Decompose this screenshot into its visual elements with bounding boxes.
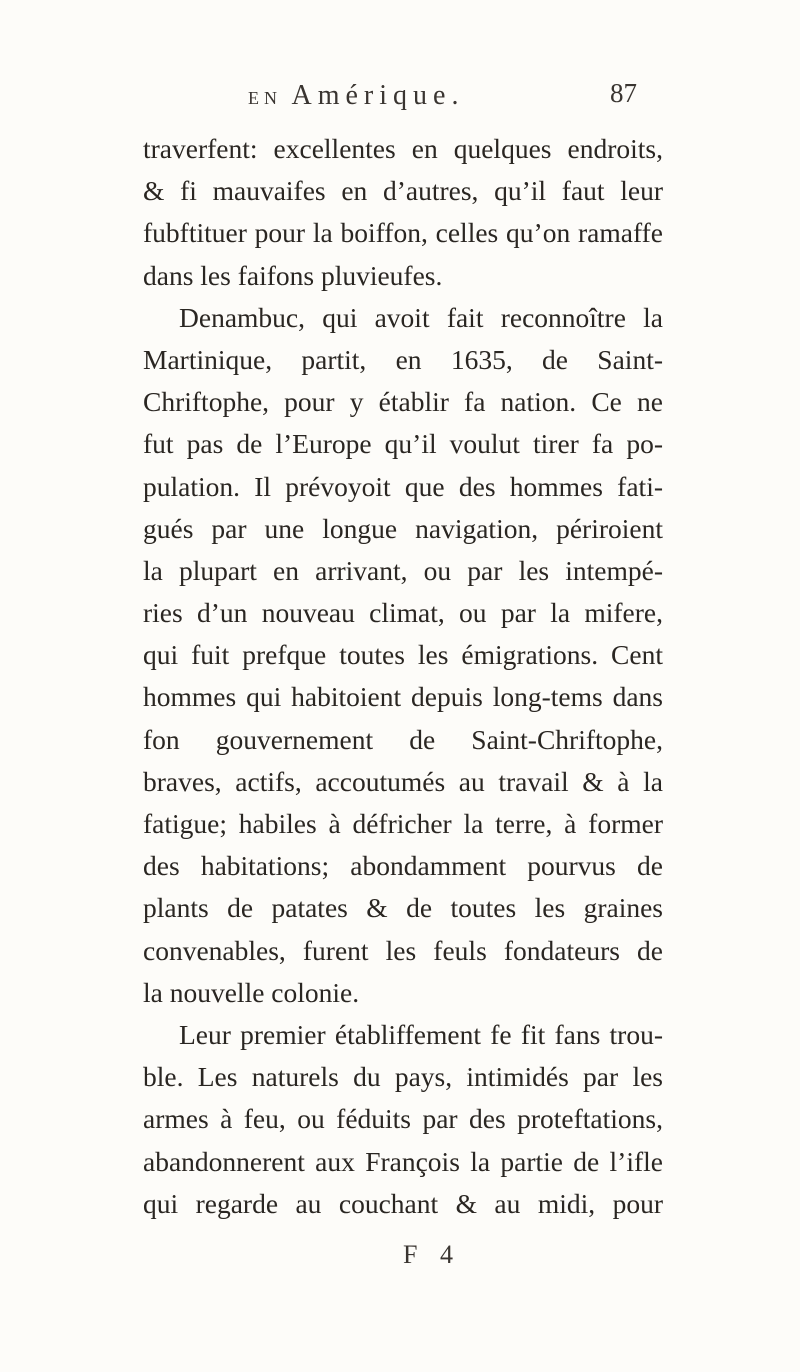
running-head-prefix: EN (248, 88, 292, 108)
text-line: plants de patates & de toutes les graines (143, 892, 663, 924)
text-line: ries d’un nouveau climat, ou par la mifere, (143, 597, 663, 629)
text-line: ble. Les naturels du pays, intimidés par les (143, 1061, 663, 1093)
signature-mark: F 4 (403, 1240, 461, 1269)
text-line: abandonnerent aux François la partie de l’ifle (143, 1145, 663, 1177)
text-line: la plupart en arrivant, ou par les intempé- (143, 554, 663, 586)
text-line: fatigue; habiles à défricher la terre, à former (143, 808, 663, 839)
text-line: braves, actifs, accoutumés au travail & à la (143, 765, 663, 797)
text-line: pulation. Il prévoyoit que des hommes fati- (143, 470, 663, 502)
text-line: convenables, furent les feuls fondateurs de (143, 934, 663, 966)
text-line: qui regarde au couchant & au midi, pour (143, 1187, 663, 1219)
text-line: fut pas de l’Europe qu’il voulut tirer fa po- (143, 428, 663, 460)
text-line: gués par une longue navigation, périroient (143, 512, 663, 544)
text-line: Leur premier établiffement fe fit fans trou- (179, 1018, 663, 1050)
text-line: traverfent: excellentes en quelques endroits, (143, 133, 663, 164)
text-line: Denambuc, qui avoit fait reconnoître la (179, 301, 663, 333)
text-line: la nouvelle colonie. (143, 976, 360, 1008)
text-line: hommes qui habitoient depuis long-tems dans (143, 681, 663, 713)
body-text (143, 128, 663, 1225)
text-line: fubftituer pour la boiffon, celles qu’on ramaffe (143, 217, 663, 249)
running-head (248, 80, 578, 112)
text-line: qui fuit prefque toutes les émigrations. Cent (143, 639, 663, 671)
text-line: fon gouvernement de Saint-Chriftophe, (143, 723, 663, 755)
text-line: armes à feu, ou féduits par des proteftations, (143, 1103, 663, 1135)
text-line: Chriftophe, pour y établir fa nation. Ce ne (143, 386, 663, 418)
page-number: 87 (610, 78, 637, 108)
text-line: & fi mauvaifes en d’autres, qu’il faut leur (143, 175, 663, 207)
running-head-title: Amérique. (291, 80, 465, 111)
text-line: Martinique, partit, en 1635, de Saint- (143, 343, 663, 375)
text-line: dans les faifons pluvieufes. (143, 259, 443, 291)
text-line: des habitations; abondamment pourvus de (143, 850, 663, 882)
